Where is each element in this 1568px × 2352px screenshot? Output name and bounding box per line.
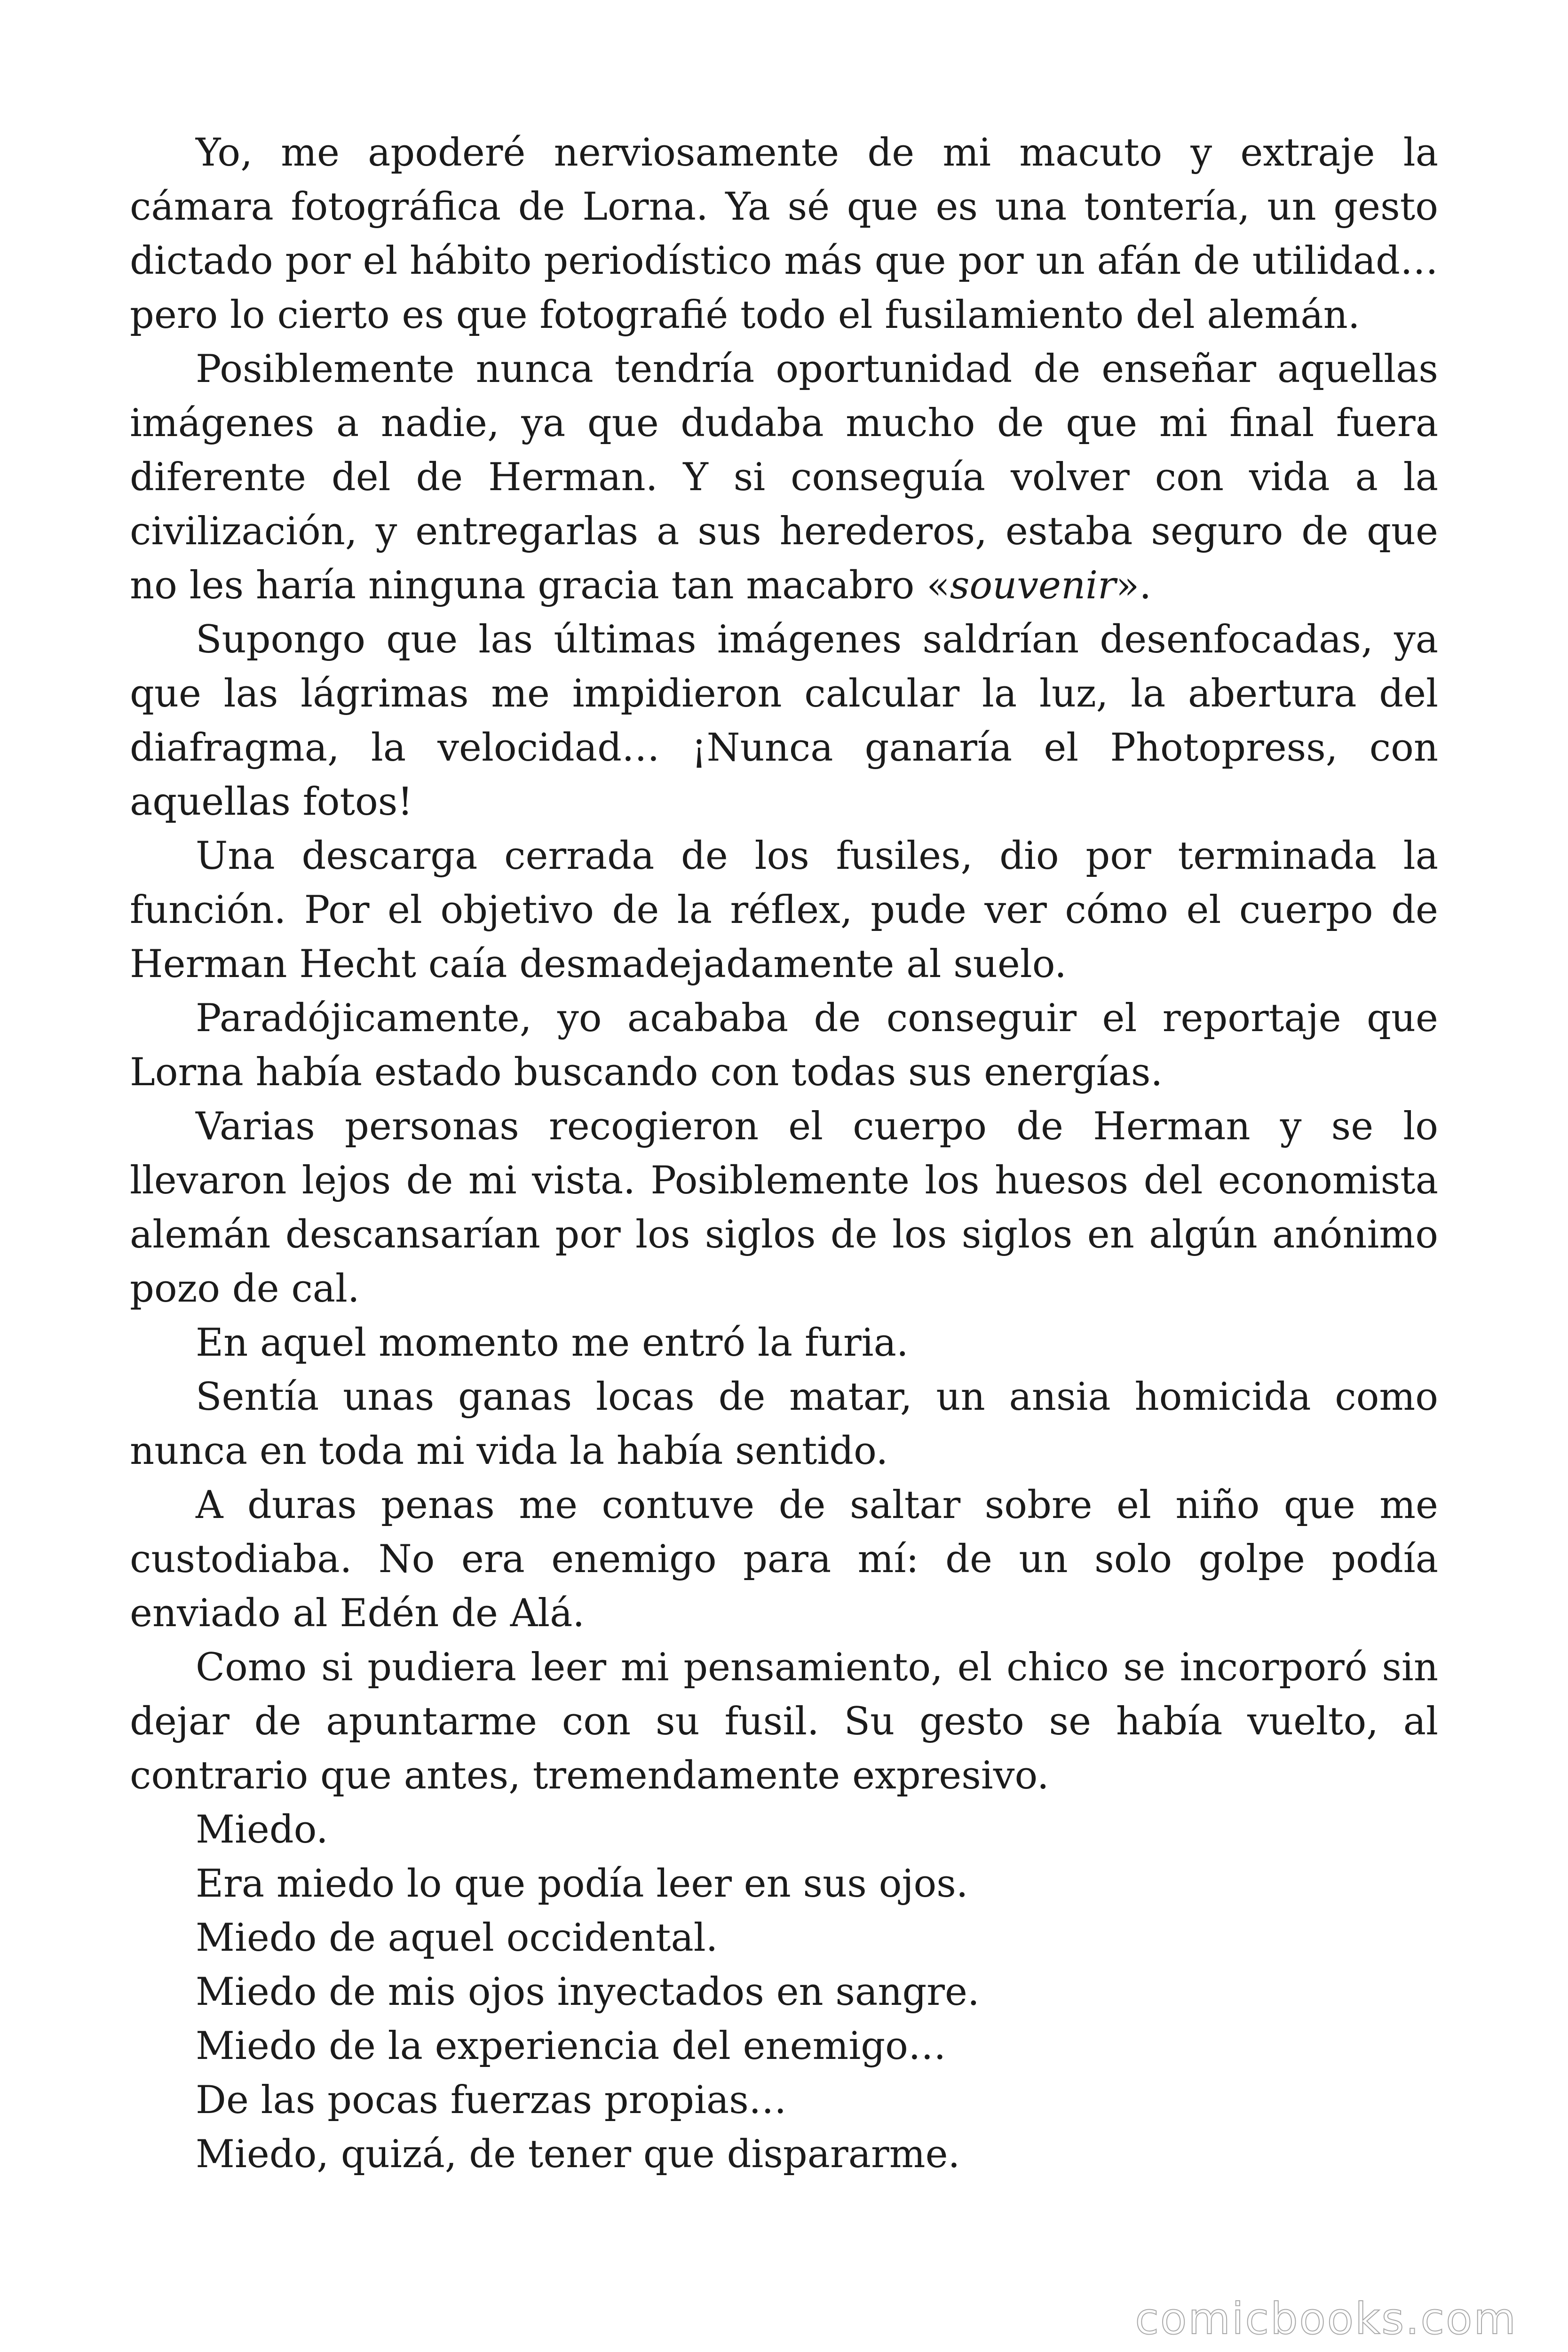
- souvenir-closing-quote: ».: [1116, 564, 1152, 608]
- paragraph-chico-fusil: Como si pudiera leer mi pensamiento, el chico se incorporó sin dejar de apuntarme con su fusil. Su gesto se había vuelto, al contrario que antes, tremendamente expresivo.: [130, 1645, 1438, 1798]
- paragraph-disparar: Miedo, quizá, de tener que dispararme.: [196, 2132, 960, 2177]
- paragraph-pocas-fuerzas: De las pocas fuerzas propias…: [196, 2078, 787, 2122]
- paragraph-pozo-de-cal: Varias personas recogieron el cuerpo de Herman y se lo llevaron lejos de mi vista. Posiblemente los huesos del economista alemán descansarían por los siglos de los siglos en algún anónimo pozo de cal.: [130, 1104, 1438, 1311]
- paragraph-descarga: Una descarga cerrada de los fusiles, dio por terminada la función. Por el objetivo de la réflex, pude ver cómo el cuerpo de Herman Hecht caía desmadejadamente al suelo.: [130, 834, 1438, 986]
- souvenir-italic-word: souvenir: [950, 564, 1116, 608]
- paragraph-miedo-ojos: Era miedo lo que podía leer en sus ojos.: [196, 1862, 968, 1906]
- paragraph-miedo-sangre: Miedo de mis ojos inyectados en sangre.: [196, 1970, 980, 2014]
- paragraph-reportaje: Paradójicamente, yo acababa de conseguir el reportaje que Lorna había estado buscando con todas sus energías.: [130, 996, 1438, 1095]
- page-body-text: [130, 126, 1438, 2182]
- paragraph-miedo-occidental: Miedo de aquel occidental.: [196, 1916, 718, 1960]
- paragraph-ganas-de-matar: Sentía unas ganas locas de matar, un ansia homicida como nunca en toda mi vida la había sentido.: [130, 1375, 1438, 1473]
- paragraph-photopress: Supongo que las últimas imágenes saldrían desenfocadas, ya que las lágrimas me impidieron calcular la luz, la abertura del diafragma, la velocidad… ¡Nunca ganaría el Photopress, con aquellas fotos!: [130, 618, 1438, 824]
- paragraph-furia: En aquel momento me entró la furia.: [196, 1321, 909, 1365]
- watermark: comicbooks.com: [1135, 2294, 1517, 2344]
- paragraph-miedo: Miedo.: [196, 1808, 328, 1852]
- paragraph-miedo-experiencia: Miedo de la experiencia del enemigo…: [196, 2024, 946, 2068]
- paragraph-souvenir-text: Posiblemente nunca tendría oportunidad de enseñar aquellas imágenes a nadie, ya que dudaba mucho de que mi final fuera diferente del de Herman. Y si conseguía volver con vida a la civilización, y entregarlas a sus herederos, estaba seguro de que no les haría ninguna gracia tan macabro «: [130, 347, 1438, 608]
- paragraph-nino-custodio: A duras penas me contuve de saltar sobre el niño que me custodiaba. No era enemigo para mí: de un solo golpe podía enviado al Edén de Alá.: [130, 1483, 1438, 1636]
- paragraph-camera: Yo, me apoderé nerviosamente de mi macuto y extraje la cámara fotográfica de Lorna. Ya sé que es una tontería, un gesto dictado por el hábito periodístico más que por un afán de utilidad… pero lo cierto es que fotografié todo el fusilamiento del alemán.: [130, 131, 1438, 337]
- paragraph-souvenir: [130, 342, 1438, 613]
